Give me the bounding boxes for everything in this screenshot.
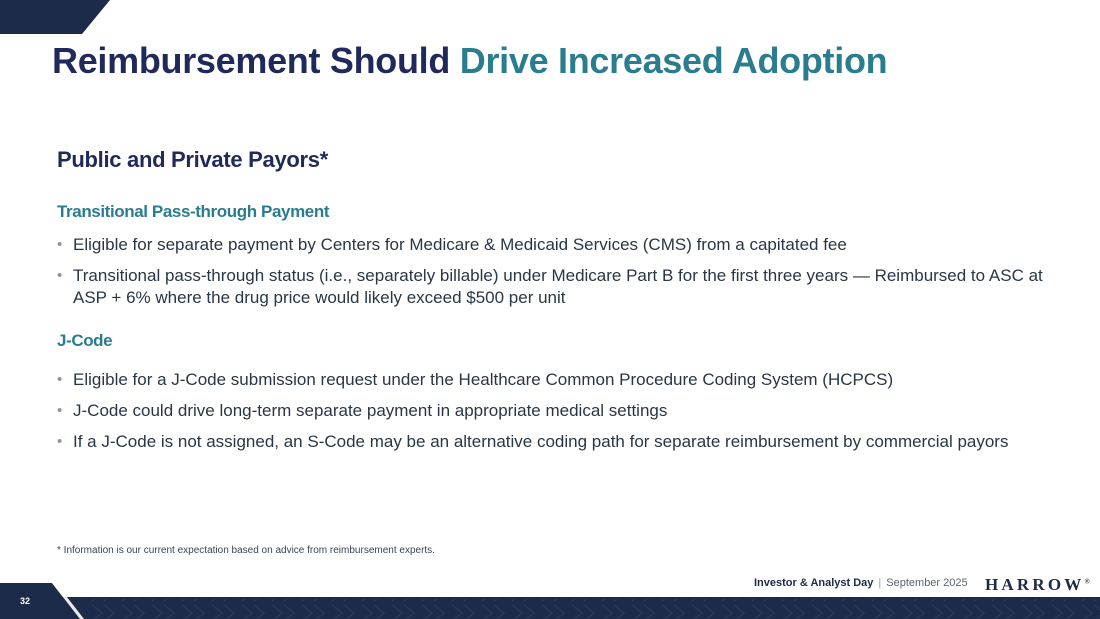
page-title xyxy=(52,40,887,82)
list-item xyxy=(57,265,1067,309)
registered-mark: ® xyxy=(1084,577,1090,586)
list-item xyxy=(57,431,1067,453)
bullet-icon: • xyxy=(57,433,63,450)
bullet-icon: • xyxy=(57,402,63,419)
bullet-icon: • xyxy=(57,371,63,388)
event-date: September 2025 xyxy=(886,577,968,589)
bullet-text: Eligible for a J-Code submission request under the Healthcare Common Procedure Coding System (HCPCS) xyxy=(73,370,894,389)
subtitle: Public and Private Payors* xyxy=(57,147,328,172)
bullet-text: If a J-Code is not assigned, an S-Code may be an alternative coding path for separate reimbursement by commercial payors xyxy=(73,432,1009,451)
bullet-list-transitional xyxy=(57,234,1067,318)
event-label xyxy=(754,577,968,589)
list-item xyxy=(57,400,1067,422)
event-separator: | xyxy=(878,577,882,589)
harrow-logo xyxy=(985,575,1090,595)
section-heading-jcode: J-Code xyxy=(57,331,113,350)
page-number: 32 xyxy=(20,596,31,606)
title-main: Reimbursement Should xyxy=(52,40,451,81)
footnote: * Information is our current expectation based on advice from reimbursement experts. xyxy=(57,545,435,556)
section-heading-transitional: Transitional Pass-through Payment xyxy=(57,202,330,221)
list-item xyxy=(57,369,1067,391)
title-accent: Drive Increased Adoption xyxy=(459,40,888,81)
bullet-icon: • xyxy=(57,267,63,284)
bullet-text: J-Code could drive long-term separate payment in appropriate medical settings xyxy=(73,401,668,420)
bullet-icon: • xyxy=(57,236,63,253)
corner-tab-decoration xyxy=(0,0,112,36)
logo-text: HARROW xyxy=(985,575,1085,594)
bullet-text: Eligible for separate payment by Centers for Medicare & Medicaid Services (CMS) from a capitated fee xyxy=(73,235,847,254)
bullet-list-jcode xyxy=(57,369,1067,462)
event-name: Investor & Analyst Day xyxy=(754,577,874,589)
list-item xyxy=(57,234,1067,256)
bullet-text: Transitional pass-through status (i.e., separately billable) under Medicare Part B for the first three years — Reimbursed to ASC at ASP + 6% where the drug price would likely exceed $500 per unit xyxy=(73,266,1043,307)
